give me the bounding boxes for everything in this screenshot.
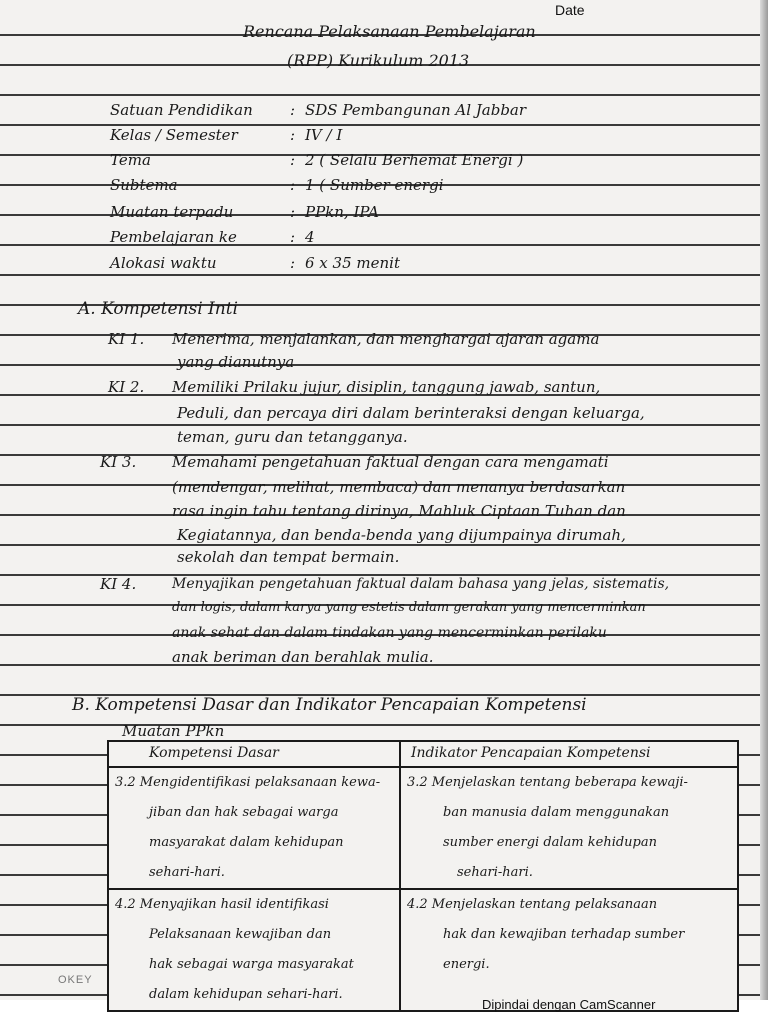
identity-label: Kelas / Semester — [110, 126, 238, 144]
ki-text-line: anak sehat dan dalam tindakan yang mencerminkan perilaku — [172, 625, 607, 641]
identity-value: IV / I — [305, 126, 343, 144]
competency-table — [107, 740, 739, 1012]
section-a-heading: A. Kompetensi Inti — [78, 299, 238, 319]
ki-text-line: Memiliki Prilaku jujur, disiplin, tanggung jawab, santun, — [172, 378, 601, 396]
table-row — [108, 767, 738, 889]
date-label: Date — [555, 2, 585, 18]
ki-text-line: teman, guru dan tetangganya. — [177, 428, 408, 446]
identity-label: Muatan terpadu — [110, 203, 234, 221]
section-b-subheading: Muatan PPkn — [122, 722, 225, 740]
cell-line: hak sebagai warga masyarakat — [149, 957, 354, 972]
table-cell — [400, 767, 738, 889]
identity-value: 2 ( Selalu Berhemat Energi ) — [305, 151, 524, 169]
table-cell — [108, 767, 400, 889]
cell-line: 3.2 Mengidentifikasi pelaksanaan kewa- — [115, 775, 381, 790]
ki-number: KI 1. — [108, 330, 145, 348]
cell-line: sumber energi dalam kehidupan — [443, 835, 657, 850]
table-header-cell: Kompetensi Dasar — [108, 741, 400, 767]
title-line-2: (RPP) Kurikulum 2013 — [287, 51, 470, 70]
identity-colon: : — [290, 126, 296, 144]
identity-value: SDS Pembangunan Al Jabbar — [305, 101, 527, 119]
identity-label: Satuan Pendidikan — [110, 101, 253, 119]
ki-text-line: sekolah dan tempat bermain. — [177, 548, 400, 566]
table-header-cell: Indikator Pencapaian Kompetensi — [400, 741, 738, 767]
identity-label: Alokasi waktu — [110, 254, 217, 272]
page-mark: OKEY — [58, 974, 93, 986]
title-line-1: Rencana Pelaksanaan Pembelajaran — [243, 22, 536, 41]
ki-text-line: anak beriman dan berahlak mulia. — [172, 648, 434, 666]
section-b-heading: B. Kompetensi Dasar dan Indikator Pencapaian Kompetensi — [72, 695, 587, 715]
cell-line: Pelaksanaan kewajiban dan — [149, 927, 332, 942]
ki-number: KI 4. — [100, 575, 137, 593]
identity-colon: : — [290, 228, 296, 246]
table-header-row — [108, 741, 738, 767]
ki-text-line: yang dianutnya — [177, 353, 295, 371]
cell-line: hak dan kewajiban terhadap sumber — [443, 927, 685, 942]
cell-line: sehari-hari. — [457, 865, 533, 880]
cell-line: 3.2 Menjelaskan tentang beberapa kewaji- — [407, 775, 688, 790]
ki-text-line: Menerima, menjalankan, dan menghargai ajaran agama — [172, 330, 600, 348]
table-cell — [400, 889, 738, 1011]
identity-value: 6 x 35 menit — [305, 254, 400, 272]
scanner-note: Dipindai dengan CamScanner — [482, 997, 656, 1012]
identity-label: Tema — [110, 151, 151, 169]
ki-text-line: Kegiatannya, dan benda-benda yang dijumpainya dirumah, — [177, 526, 626, 544]
ki-text-line: Memahami pengetahuan faktual dengan cara mengamati — [172, 453, 609, 471]
ki-text-line: Menyajikan pengetahuan faktual dalam bahasa yang jelas, sistematis, — [172, 576, 670, 592]
cell-line: 4.2 Menjelaskan tentang pelaksanaan — [407, 897, 658, 912]
table-cell — [108, 889, 400, 1011]
identity-value: 1 ( Sumber energi — [305, 176, 444, 194]
table-row — [108, 889, 738, 1011]
ki-text-line: Peduli, dan percaya diri dalam berinteraksi dengan keluarga, — [177, 404, 645, 422]
cell-line: dalam kehidupan sehari-hari. — [149, 987, 343, 1002]
identity-colon: : — [290, 176, 296, 194]
identity-colon: : — [290, 101, 296, 119]
cell-line: 4.2 Menyajikan hasil identifikasi — [115, 897, 329, 912]
identity-colon: : — [290, 254, 296, 272]
ki-number: KI 3. — [100, 453, 137, 471]
ki-text-line: rasa ingin tahu tentang dirinya, Mahluk Ciptaan Tuhan dan — [172, 502, 626, 520]
cell-line: jiban dan hak sebagai warga — [149, 805, 339, 820]
ki-number: KI 2. — [108, 378, 145, 396]
identity-colon: : — [290, 151, 296, 169]
identity-colon: : — [290, 203, 296, 221]
identity-value: PPkn, IPA — [305, 203, 379, 221]
cell-line: ban manusia dalam menggunakan — [443, 805, 670, 820]
identity-label: Subtema — [110, 176, 178, 194]
identity-value: 4 — [305, 228, 315, 246]
cell-line: masyarakat dalam kehidupan — [149, 835, 344, 850]
identity-label: Pembelajaran ke — [110, 228, 237, 246]
page-edge — [760, 0, 768, 1000]
cell-line: energi. — [443, 957, 490, 972]
ki-text-line: dan logis, dalam karya yang estetis dalam gerakan yang mencerminkan — [172, 600, 646, 615]
ki-text-line: (mendengar, melihat, membaca) dan menanya berdasarkan — [172, 478, 626, 496]
cell-line: sehari-hari. — [149, 865, 225, 880]
